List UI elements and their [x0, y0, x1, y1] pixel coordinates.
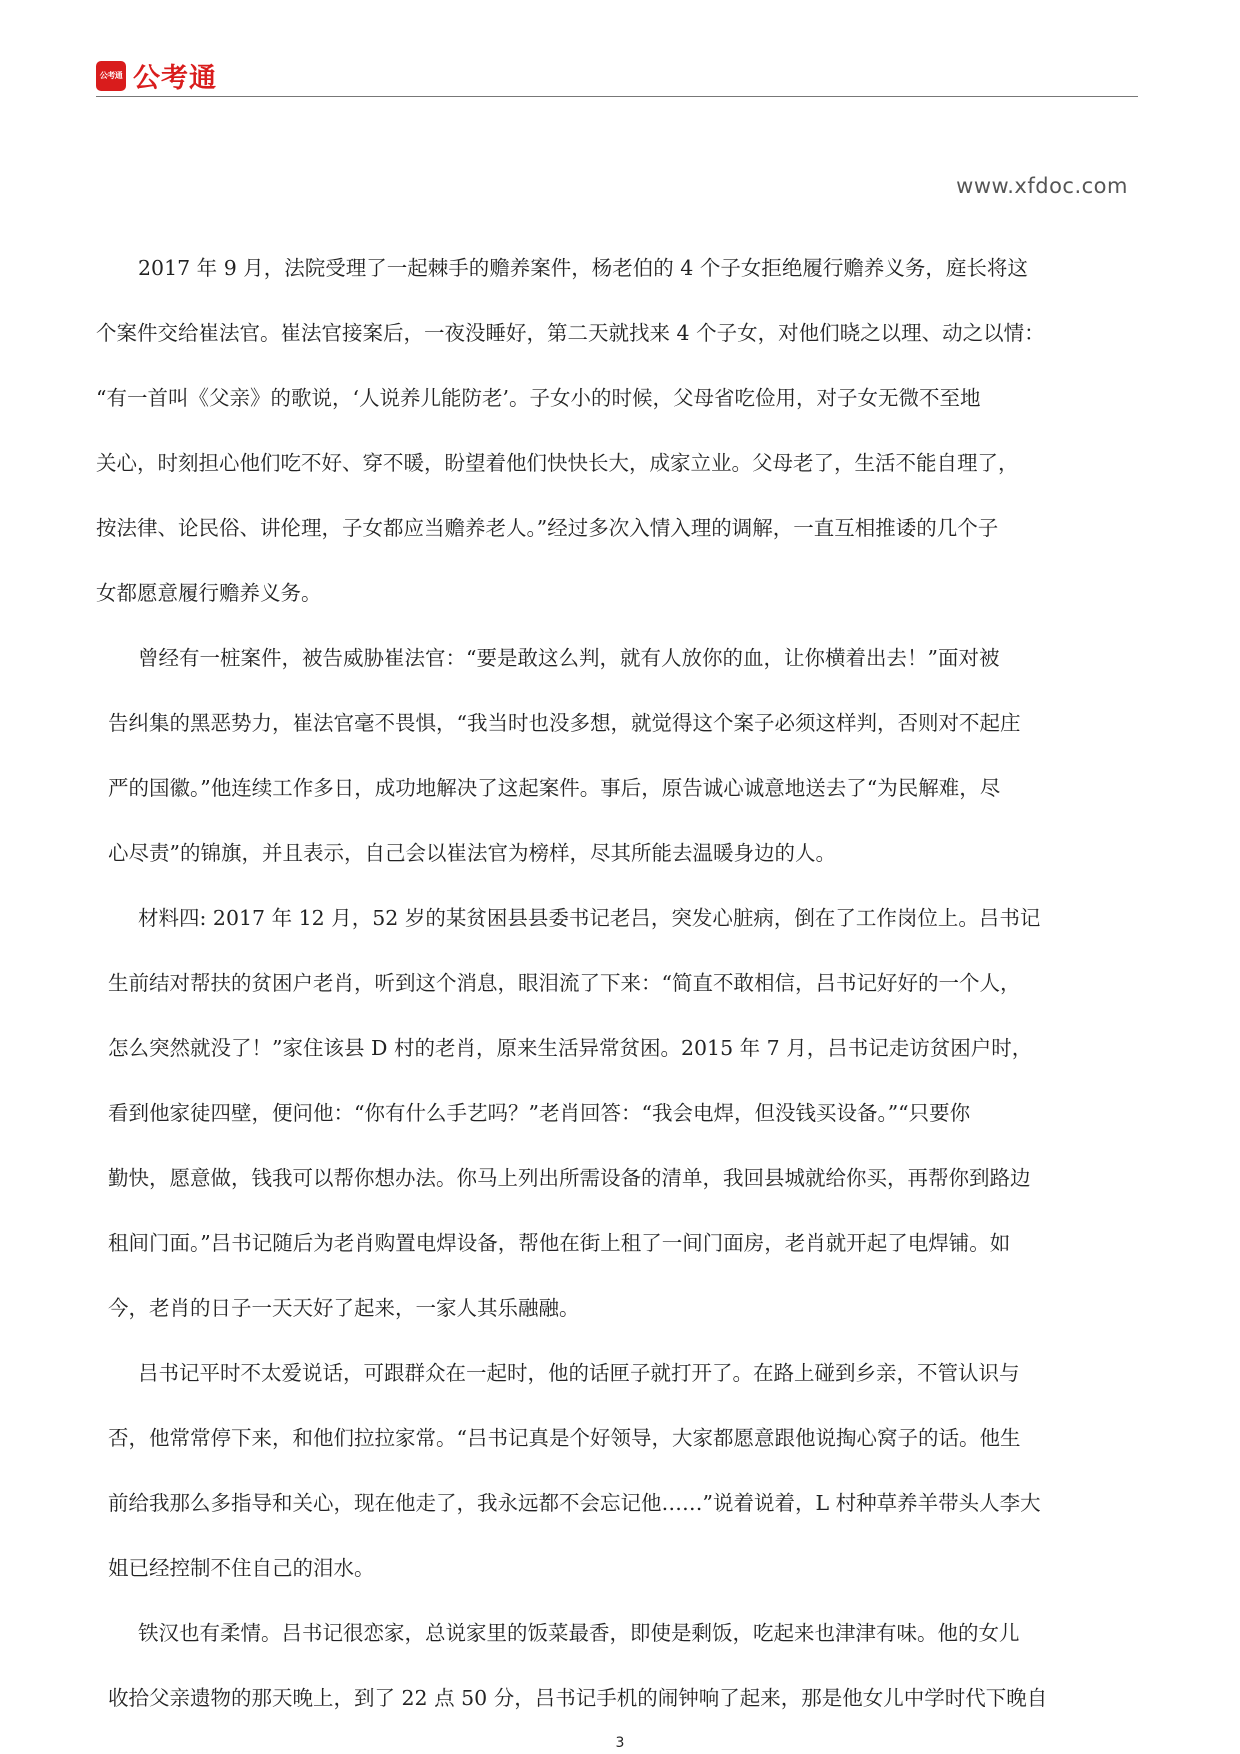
text-line: 生前结对帮扶的贫困户老肖，听到这个消息，眼泪流了下来：“简直不敢相信，吕书记好好的一个人， — [108, 971, 1021, 995]
text-line: 心尽责”的锦旗，并且表示，自己会以崔法官为榜样，尽其所能去温暖身边的人。 — [108, 841, 836, 865]
paragraph-3 — [96, 886, 1132, 1341]
text-line: 吕书记平时不太爱说话，可跟群众在一起时，他的话匣子就打开了。在路上碰到乡亲，不管认识与 — [138, 1361, 1020, 1385]
text-line: 告纠集的黑恶势力，崔法官毫不畏惧，“我当时也没多想，就觉得这个案子必须这样判，否则对不起庄 — [108, 711, 1021, 735]
text-line: 租间门面。”吕书记随后为老肖购置电焊设备，帮他在街上租了一间门面房，老肖就开起了电焊铺。如 — [108, 1231, 1011, 1255]
site-url: www.xfdoc.com — [956, 174, 1128, 198]
text-line: “有一首叫《父亲》的歌说，‘人说养儿能防老’。子女小的时候，父母省吃俭用，对子女无微不至地 — [96, 386, 981, 410]
text-line: 按法律、论民俗、讲伦理，子女都应当赡养老人。”经过多次入情入理的调解，一直互相推诿的几个子 — [96, 516, 999, 540]
document-body — [96, 236, 1132, 1731]
text-line: 曾经有一桩案件，被告威胁崔法官：“要是敢这么判，就有人放你的血，让你横着出去！”面对被 — [138, 646, 1000, 670]
text-line: 铁汉也有柔情。吕书记很恋家，总说家里的饭菜最香，即使是剩饭，吃起来也津津有味。他的女儿 — [138, 1621, 1020, 1645]
logo-badge-icon: 公考通 — [96, 61, 126, 91]
paragraph-4 — [96, 1341, 1132, 1601]
paragraph-2 — [96, 626, 1132, 886]
text-line: 怎么突然就没了！”家住该县 D 村的老肖，原来生活异常贫困。2015 年 7 月，吕书记走访贫困户时， — [108, 1036, 1033, 1060]
logo-text: 公考通 — [133, 63, 217, 94]
text-line: 否，他常常停下来，和他们拉拉家常。“吕书记真是个好领导，大家都愿意跟他说掏心窝子的话。他生 — [108, 1426, 1021, 1450]
header-divider — [96, 96, 1138, 97]
text-line: 收拾父亲遗物的那天晚上，到了 22 点 50 分，吕书记手机的闹钟响了起来，那是他女儿中学时代下晚自 — [108, 1686, 1048, 1710]
text-line: 姐已经控制不住自己的泪水。 — [108, 1556, 375, 1580]
text-line: 严的国徽。”他连续工作多日，成功地解决了这起案件。事后，原告诚心诚意地送去了“为民解难，尽 — [108, 776, 1001, 800]
text-line: 关心，时刻担心他们吃不好、穿不暖，盼望着他们快快长大，成家立业。父母老了，生活不能自理了， — [96, 451, 1019, 475]
text-line: 个案件交给崔法官。崔法官接案后，一夜没睡好，第二天就找来 4 个子女，对他们晓之以理、动之以情： — [96, 321, 1045, 345]
text-line: 前给我那么多指导和关心，现在他走了，我永远都不会忘记他……”说着说着，L 村种草养羊带头人李大 — [108, 1491, 1041, 1515]
paragraph-5 — [96, 1601, 1132, 1731]
text-line: 勤快，愿意做，钱我可以帮你想办法。你马上列出所需设备的清单，我回县城就给你买，再帮你到路边 — [108, 1166, 1031, 1190]
page-number: 3 — [615, 1735, 625, 1751]
text-line: 今，老肖的日子一天天好了起来，一家人其乐融融。 — [108, 1296, 580, 1320]
paragraph-1 — [96, 236, 1132, 626]
text-line: 材料四: 2017 年 12 月，52 岁的某贫困县县委书记老吕，突发心脏病，倒在了工作岗位上。吕书记 — [138, 906, 1041, 930]
text-line: 看到他家徒四壁，便问他：“你有什么手艺吗？”老肖回答：“我会电焊，但没钱买设备。”“只要你 — [108, 1101, 971, 1125]
text-line: 2017 年 9 月，法院受理了一起棘手的赡养案件，杨老伯的 4 个子女拒绝履行赡养义务，庭长将这 — [138, 256, 1028, 280]
header-logo — [96, 56, 217, 95]
text-line: 女都愿意履行赡养义务。 — [96, 581, 322, 605]
